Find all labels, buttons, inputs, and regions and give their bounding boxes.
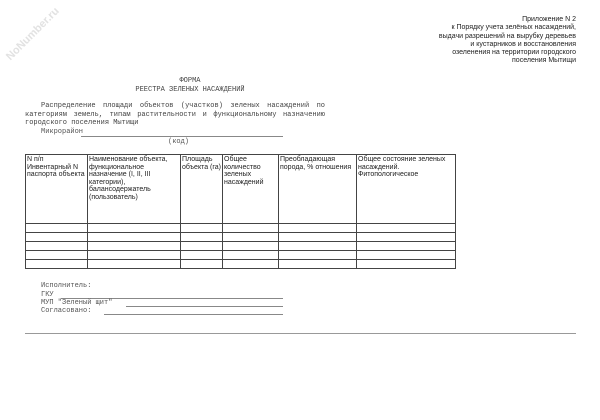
cell[interactable] — [181, 233, 223, 242]
appendix-note — [356, 16, 576, 66]
cell[interactable] — [26, 260, 88, 269]
cell[interactable] — [223, 242, 279, 251]
cell[interactable] — [223, 251, 279, 260]
col-header-condition: Общее состояние зеленых насаждений. Фитопологическое — [357, 155, 456, 224]
cell[interactable] — [279, 260, 357, 269]
cell[interactable] — [223, 233, 279, 242]
cell[interactable] — [26, 224, 88, 233]
cell[interactable] — [357, 251, 456, 260]
agreed-signature-line[interactable] — [104, 314, 283, 315]
description-text: Распределение площади объектов (участков) зеленых насаждений по категориям земель, типам растительности и функциональному назначению городского поселения Мытищи — [25, 102, 325, 127]
code-label: (код) — [168, 138, 190, 146]
cell[interactable] — [357, 224, 456, 233]
description — [25, 102, 325, 128]
cell[interactable] — [26, 242, 88, 251]
appendix-line: к Порядку учета зелёных насаждений, — [451, 24, 576, 32]
col-header-area: Площадь объекта (га) — [181, 155, 223, 224]
cell[interactable] — [279, 242, 357, 251]
cell[interactable] — [181, 260, 223, 269]
page-divider — [25, 333, 576, 334]
cell[interactable] — [357, 233, 456, 242]
register-table — [25, 154, 456, 269]
cell[interactable] — [181, 242, 223, 251]
watermark: NoNumber.ru — [3, 5, 62, 63]
table-row — [26, 233, 456, 242]
col-header-name: Наименование объекта, функциональное назначение (I, II, III категории), балансодержатель (пользователь) — [88, 155, 181, 224]
col-header-number: N п/п Инвентарный N паспорта объекта — [26, 155, 88, 224]
cell[interactable] — [88, 242, 181, 251]
table-row — [26, 251, 456, 260]
cell[interactable] — [88, 233, 181, 242]
cell[interactable] — [279, 224, 357, 233]
cell[interactable] — [279, 233, 357, 242]
form-subtitle: РЕЕСТРА ЗЕЛЕНЫХ НАСАЖДЕНИЙ — [135, 86, 245, 94]
mup-signature-line[interactable] — [126, 306, 283, 307]
cell[interactable] — [88, 260, 181, 269]
mup-label: МУП "Зеленый щит" — [41, 299, 113, 307]
table-row — [26, 224, 456, 233]
district-label: Микрорайон — [41, 128, 84, 136]
appendix-line: выдачи разрешений на вырубку деревьев — [438, 32, 576, 40]
executor-label: Исполнитель: — [41, 282, 92, 290]
form-title: ФОРМА — [179, 77, 201, 85]
appendix-line: озеленения на территории городского — [452, 49, 576, 57]
col-header-species: Преобладающая порода, % отношения — [279, 155, 357, 224]
appendix-line: поселения Мытищи — [512, 57, 576, 65]
gku-label: ГКУ — [41, 291, 54, 299]
cell[interactable] — [357, 242, 456, 251]
cell[interactable] — [181, 224, 223, 233]
col-header-count: Общее количество зеленых насаждений — [223, 155, 279, 224]
cell[interactable] — [357, 260, 456, 269]
agreed-label: Согласовано: — [41, 307, 92, 315]
cell[interactable] — [26, 233, 88, 242]
cell[interactable] — [181, 251, 223, 260]
cell[interactable] — [26, 251, 88, 260]
appendix-line: и кустарников и восстановления — [470, 40, 576, 48]
table-header-row — [26, 155, 456, 224]
cell[interactable] — [279, 251, 357, 260]
district-field[interactable] — [81, 136, 283, 137]
cell[interactable] — [88, 251, 181, 260]
cell[interactable] — [223, 260, 279, 269]
table-row — [26, 242, 456, 251]
cell[interactable] — [88, 224, 181, 233]
cell[interactable] — [223, 224, 279, 233]
appendix-line: Приложение N 2 — [522, 16, 576, 23]
table-row — [26, 260, 456, 269]
